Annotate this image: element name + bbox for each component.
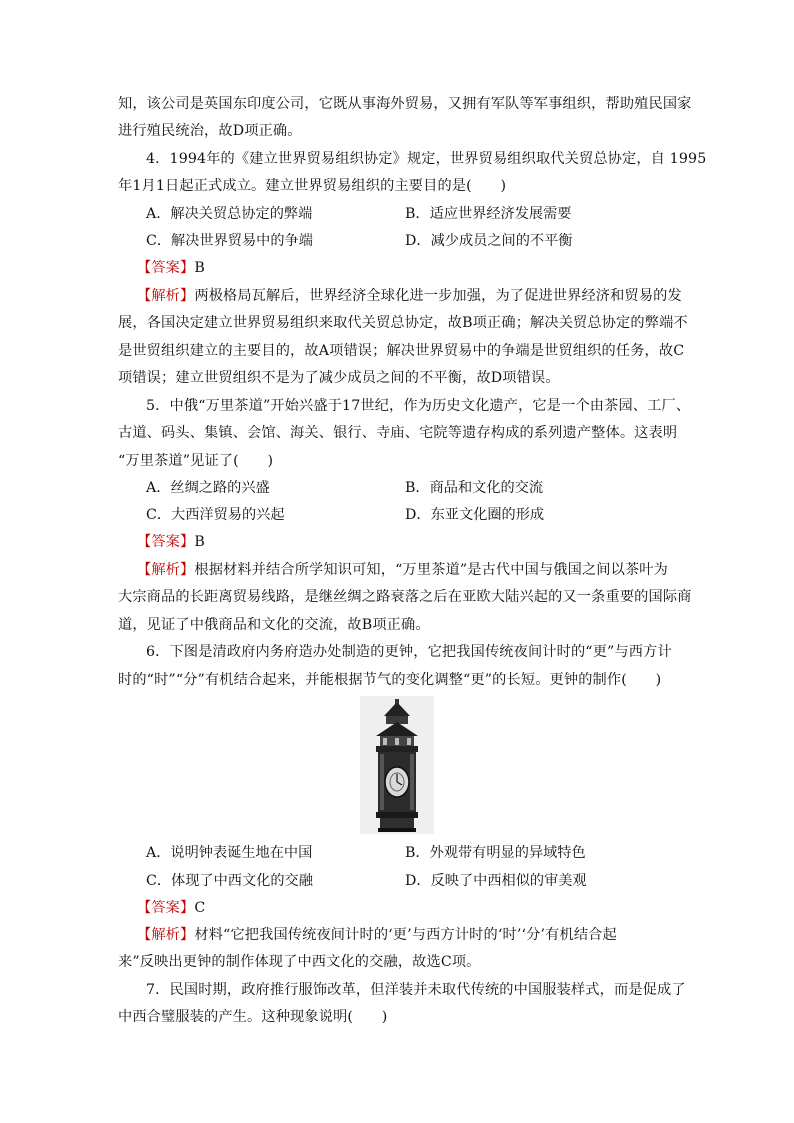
q6-option-b: B．外观带有明显的异域特色	[405, 845, 586, 861]
answer-value: B	[194, 260, 205, 276]
question-6-stem: 6．下图是清政府内务府造办处制造的更钟，它把我国传统夜间计时的“更”与西方计	[146, 644, 672, 660]
q4-option-d: D．减少成员之间的不平衡	[405, 233, 573, 249]
answer-label: 【答案】	[137, 534, 195, 550]
q4-answer	[137, 255, 697, 282]
analysis-text: 两极格局瓦解后，世界经济全球化进一步加强，为了促进世界经济和贸易的发	[194, 288, 682, 304]
text-line: 道，见证了中俄商品和文化的交流，故B项正确。	[118, 617, 430, 633]
answer-label: 【答案】	[137, 900, 195, 916]
q5-answer	[137, 529, 697, 556]
analysis-text: 材料“它把我国传统夜间计时的‘更’与西方计时的‘时’‘分’有机结合起	[194, 927, 617, 943]
q5-option-b: B．商品和文化的交流	[405, 480, 544, 496]
question-5-stem: “万里茶道”见证了( )	[118, 453, 274, 469]
answer-label: 【答案】	[137, 260, 195, 276]
q5-option-a: A．丝绸之路的兴盛	[146, 480, 270, 496]
question-7-stem: 中西合璧服装的产生。这种现象说明( )	[118, 1009, 388, 1025]
question-5-stem: 古道、码头、集镇、会馆、海关、银行、寺庙、宅院等遗存构成的系列遗产整体。这表明	[118, 425, 678, 441]
q6-answer	[137, 895, 697, 922]
q4-analysis	[137, 283, 697, 310]
text-line: 项错误；建立世贸组织不是为了减少成员之间的不平衡，故D项错误。	[118, 370, 560, 386]
q5-option-c: C．大西洋贸易的兴起	[146, 507, 285, 523]
question-6-stem: 时的“时”“分”有机结合起来，并能根据节气的变化调整“更”的长短。更钟的制作( )	[118, 672, 662, 688]
q4-option-a: A．解决关贸总协定的弊端	[146, 206, 313, 222]
question-4-stem: 4．1994年的《建立世界贸易组织协定》规定，世界贸易组织取代关贸总协定，自 1995	[146, 151, 707, 167]
q5-option-d: D．东亚文化圈的形成	[405, 507, 545, 523]
analysis-label: 【解析】	[137, 288, 195, 304]
text-line: 知，该公司是英国东印度公司，它既从事海外贸易，又拥有军队等军事组织，帮助殖民国家	[118, 96, 692, 112]
question-5-stem: 5．中俄“万里茶道”开始兴盛于17世纪，作为历史文化遗产，它是一个由茶园、工厂、	[146, 398, 691, 414]
text-line: 来”反映出更钟的制作体现了中西文化的交融，故选C项。	[118, 954, 481, 970]
q5-analysis	[137, 557, 697, 584]
q6-option-d: D．反映了中西相似的审美观	[405, 873, 587, 889]
answer-value: B	[194, 534, 205, 550]
q4-option-c: C．解决世界贸易中的争端	[146, 233, 313, 249]
text-line: 大宗商品的长距离贸易线路，是继丝绸之路衰落之后在亚欧大陆兴起的又一条重要的国际商	[118, 589, 692, 605]
text-line: 是世贸组织建立的主要目的，故A项错误；解决世界贸易中的争端是世贸组织的任务，故C	[118, 343, 685, 359]
clock-illustration-icon	[360, 696, 434, 834]
clock-photo	[360, 696, 434, 834]
q6-analysis	[137, 922, 697, 949]
text-line: 进行殖民统治，故D项正确。	[118, 123, 302, 139]
q6-option-c: C．体现了中西文化的交融	[146, 873, 313, 889]
analysis-label: 【解析】	[137, 562, 195, 578]
q6-option-a: A．说明钟表诞生地在中国	[146, 845, 313, 861]
question-7-stem: 7．民国时期，政府推行服饰改革，但洋装并未取代传统的中国服装样式，而是促成了	[146, 982, 686, 998]
analysis-label: 【解析】	[137, 927, 195, 943]
text-line: 展，各国决定建立世界贸易组织来取代关贸总协定，故B项正确；解决关贸总协定的弊端不	[118, 315, 688, 331]
q4-option-b: B．适应世界经济发展需要	[405, 206, 572, 222]
question-4-stem: 年1月1日起正式成立。建立世界贸易组织的主要目的是( )	[118, 178, 507, 194]
analysis-text: 根据材料并结合所学知识可知，“万里茶道”是古代中国与俄国之间以茶叶为	[194, 562, 668, 578]
answer-value: C	[194, 900, 206, 916]
